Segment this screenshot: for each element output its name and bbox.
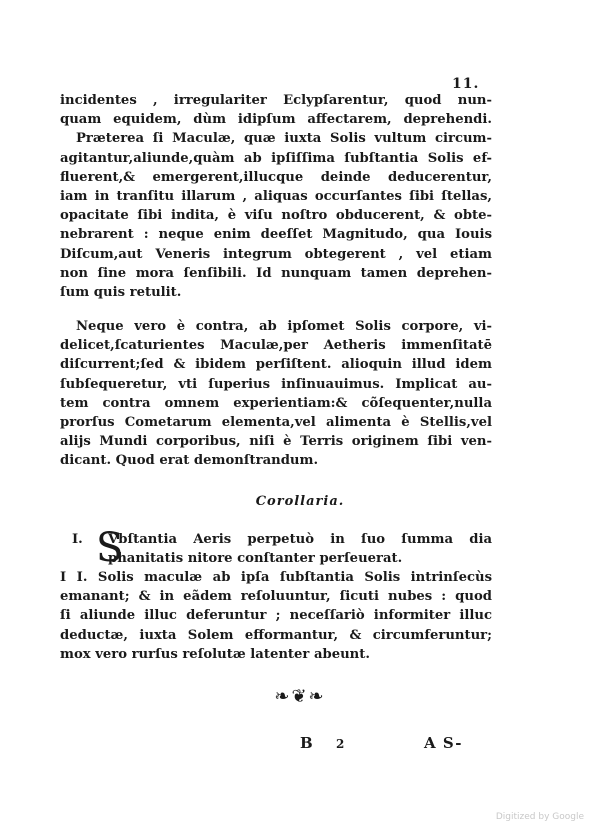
text-line: ſi aliunde illuc deferuntur ; neceſſariò informiter illuc bbox=[60, 608, 492, 624]
corollary-1 bbox=[60, 525, 492, 571]
corollary-2 bbox=[60, 568, 492, 664]
text-line: fluerent,& emergerent,illucque deinde deducerentur, bbox=[60, 169, 492, 185]
text-line: deductæ, iuxta Solem efformantur, & circumferuntur; bbox=[60, 627, 492, 643]
text-line: nebrarent : neque enim deeſſet Magnitudo, qua Iouis bbox=[60, 227, 492, 243]
page-number: 11. bbox=[452, 76, 480, 92]
text-line: ſubſequeretur, vti ſuperius inſinuauimus. Implicat au- bbox=[60, 376, 492, 392]
text-line: Neque vero è contra, ab ipſomet Solis corpore, vi- bbox=[76, 319, 492, 334]
corollaria-heading: Corollaria. bbox=[255, 494, 345, 509]
drop-cap: S bbox=[96, 525, 124, 571]
printer-ornament: ❧❦❧ bbox=[274, 686, 326, 707]
text-line: alijs Mundi corporibus, niſi è Terris originem ſibi ven- bbox=[60, 434, 492, 450]
text-line: quam equidem, dùm idipſum affectarem, deprehendi. bbox=[60, 112, 492, 128]
text-line: tem contra omnem experientiam:& cõſequenter,nulla bbox=[60, 395, 492, 411]
signature-number: 2 bbox=[336, 737, 345, 751]
text-line: diſcurrent;ſed & ibidem perſiſtent. alioquin illud idem bbox=[60, 357, 492, 373]
text-line: prorſus Cometarum elementa,vel alimenta è Stellis,vel bbox=[60, 414, 492, 430]
text-line: Diſcum,aut Veneris integrum obtegerent , vel etiam bbox=[60, 246, 492, 262]
corollary-numeral: I. bbox=[72, 532, 83, 547]
text-line: incidentes , irregulariter Eclypſarentur, quod nun- bbox=[60, 93, 492, 108]
text-line: non ſine mora ſenſibili. Id nunquam tamen deprehen- bbox=[60, 265, 492, 281]
signature-mark: B bbox=[300, 734, 313, 752]
text-line: iam in tranſitu illarum , aliquas occurſantes ſibi ſtellas, bbox=[60, 188, 492, 204]
paragraph-2 bbox=[60, 317, 492, 471]
text-line: ſum quis retulit. bbox=[60, 284, 182, 300]
text-line: phanitatis nitore conſtanter perſeuerat. bbox=[108, 551, 403, 567]
digitization-watermark: Digitized by Google bbox=[495, 812, 584, 822]
text-line: Præterea ſi Maculæ, quæ iuxta Solis vultum circum- bbox=[76, 131, 492, 147]
text-line: Vbſtantia Aeris perpetuò in ſuo ſumma dia bbox=[108, 532, 492, 547]
catchword: A S- bbox=[424, 734, 463, 752]
text-line: delicet,ſcaturientes Maculæ,per Aetheris immenſitatē bbox=[60, 338, 492, 354]
paragraph-1 bbox=[60, 91, 492, 302]
text-line: agitantur,aliunde,quàm ab ipſiſſima ſubſtantia Solis ef- bbox=[60, 150, 492, 166]
text-line: dicant. Quod erat demonſtrandum. bbox=[60, 453, 319, 469]
text-line: opacitate ſibi indita, è viſu noſtro obducerent, & obte- bbox=[60, 208, 492, 224]
text-line: I I. Solis maculæ ab ipſa ſubſtantia Solis intrinſecùs bbox=[60, 570, 492, 585]
text-line: mox vero rurſus reſolutæ latenter abeunt. bbox=[60, 646, 370, 662]
text-line: emanant; & in eãdem reſoluuntur, ſicuti nubes : quod bbox=[60, 589, 492, 605]
